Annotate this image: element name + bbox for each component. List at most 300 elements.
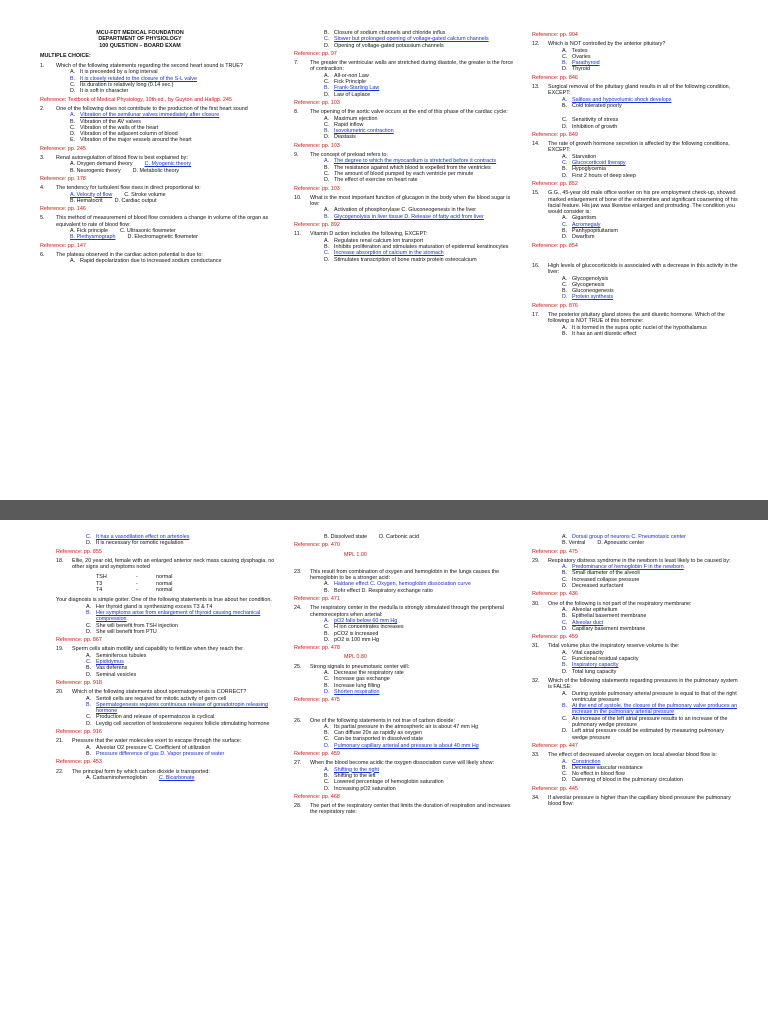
option-letter: A. xyxy=(324,581,330,588)
answer-option-row xyxy=(40,198,278,204)
option-text: D. Electromagnetic flowmeter xyxy=(127,234,198,241)
option-text: It is closely related to the closure of the S-L valve xyxy=(80,75,197,82)
question-stem xyxy=(294,569,516,582)
option-text: Haldane effect C. Oxygen, hemoglobin dissociation curve xyxy=(334,581,471,588)
option-letter: B. xyxy=(562,60,568,67)
reference-note: Reference: pp. 453 xyxy=(56,759,102,766)
spacer xyxy=(532,109,738,117)
answer-option xyxy=(40,258,278,264)
option-text: Total lung capacity xyxy=(572,668,617,675)
answer-option-correct xyxy=(56,610,278,623)
option-letter: D. xyxy=(324,688,330,695)
option-letter: B. xyxy=(324,682,330,689)
option-text: Decreased surfactant xyxy=(572,583,624,590)
option-letter: A. xyxy=(562,47,568,54)
option-text: First 2 hours of deep sleep xyxy=(572,172,636,179)
option-letter: B. xyxy=(562,764,568,771)
answer-option-correct xyxy=(294,214,516,220)
question-number: 21. xyxy=(56,738,64,745)
option-letter: D. xyxy=(562,728,568,735)
option-letter: C. xyxy=(324,36,330,43)
option-text: It is formed in the supra optic nuclei of the hypothalamus xyxy=(572,324,707,331)
option-text: No effect in blood flow xyxy=(572,771,625,778)
option-letter: D. xyxy=(562,668,568,675)
reference-note: Reference: pp. 849 xyxy=(532,131,578,138)
option-letter: C. xyxy=(70,124,76,131)
option-letter: D. xyxy=(324,785,330,792)
question-text: One of the following does not contribute to the production of the first heart sound xyxy=(56,105,248,112)
question-number: 19. xyxy=(56,646,64,653)
option-letter: D. xyxy=(324,177,330,184)
option-text: D. Cardiac output xyxy=(114,197,157,204)
question-text: The plateau observed in the cardiac action potential is due to: xyxy=(56,251,203,258)
option-text: Pressure difference of gas D. Vapor pressure of water xyxy=(96,750,225,757)
option-letter: A. xyxy=(562,275,568,282)
reference-note: Reference: pp. 468 xyxy=(294,793,340,800)
option-text: The resistance against which blood is expelled from the ventricles xyxy=(334,164,491,171)
question-text: The part of the respiratory center that limits the duration of respiration and increases the respiratory rate: xyxy=(310,803,511,816)
option-text: Dwarfism xyxy=(572,234,595,241)
option-letter: C. xyxy=(86,622,92,629)
reference-note: Reference: pp. 475 xyxy=(294,697,340,704)
option-text: B. Dissolved state xyxy=(324,534,368,540)
option-letter: C. xyxy=(86,714,92,721)
option-text: She will benefit from PTU xyxy=(96,628,157,635)
question-text: G.G., 45-year old male office worker on his pre employment check-up, showed marked enlargement of bone of the extremities and significant coarsening of his facial feature. His jaw was likewise enlarged and protruding. The condition you would consider is: xyxy=(548,190,738,216)
option-letter: A. xyxy=(86,744,92,751)
answer-option xyxy=(532,691,738,704)
option-letter: E. xyxy=(70,137,76,144)
option-text: Starvation xyxy=(572,153,597,160)
question-number: 1. xyxy=(40,63,45,70)
question-number: 26. xyxy=(294,717,302,724)
question-text: High levels of glucocorticoids is associated with a decrease in this activity in the liver: xyxy=(548,262,738,276)
option-text: pO2 is 100 mm Hg xyxy=(334,636,379,643)
option-text: Testes xyxy=(572,47,588,54)
question-list xyxy=(40,63,278,264)
spacer xyxy=(294,558,516,566)
question-number: 13. xyxy=(532,84,540,91)
question-text: This result from combination of oxygen and hemoglobin in the lungs causes the hemoglobin to be a stronger acid: xyxy=(310,568,500,582)
option-text: Shorten respiration xyxy=(334,688,380,695)
option-letter: D. xyxy=(324,134,330,141)
option-letter: A. xyxy=(324,207,330,214)
option-text: Protein synthesis xyxy=(572,294,614,301)
option-text: Activation of phosphorylase C. Gluconeogenesis in the liver xyxy=(334,207,477,214)
option-text: C. Ultrasonic flowmeter xyxy=(120,228,176,235)
option-text: pO2 falls below 60 mm Hg xyxy=(334,617,398,624)
option-letter: D. xyxy=(324,91,330,98)
question-number: 16. xyxy=(532,262,540,269)
option-letter: C. xyxy=(324,170,330,177)
option-text: C. Bicarbonate xyxy=(158,774,195,781)
option-text: Law of Laplace xyxy=(334,91,371,98)
option-text: Sensitivity of stress xyxy=(572,117,619,124)
option-letter: B. xyxy=(324,85,330,92)
option-text: Vibration of the major vessels around the heart xyxy=(80,137,192,144)
option-text: Predominance of hemoglobin F in the newborn xyxy=(572,564,684,571)
reference-note: Reference: pp. 445 xyxy=(532,785,578,792)
option-text: Inhibits proliferation and stimulates maturation of epidermal keratinocytes xyxy=(334,243,509,250)
answer-option xyxy=(294,134,516,140)
answer-option-row xyxy=(40,234,278,240)
option-text: Spermatogenesis requires continuous release of gonadotropin releasing hormone xyxy=(96,701,269,715)
option-text: Vibration of the walls of the heart xyxy=(80,124,159,131)
option-letter: C. xyxy=(562,619,568,626)
option-text: Opening of voltage-gated potassium channels xyxy=(334,42,444,49)
answer-option xyxy=(532,669,738,675)
option-text: Epididymus xyxy=(96,659,124,666)
question-stem xyxy=(532,678,738,691)
option-letter: A. xyxy=(562,534,568,540)
lab-value-cell: normal xyxy=(156,574,173,581)
option-letter: A. xyxy=(70,258,76,265)
question-number: 5. xyxy=(40,215,45,222)
option-letter: D. xyxy=(562,172,568,179)
reference-note: Reference: pp. 892 xyxy=(294,222,340,229)
question-text: The opening of the aortic valve occurs at the end of this phase of the cardiac cycle: xyxy=(310,109,508,116)
section-title: MULTIPLE CHOICE: xyxy=(40,52,91,59)
exam-page-2 xyxy=(0,520,768,1024)
option-text: Frank-Starling Law xyxy=(334,85,380,92)
spacer xyxy=(532,252,738,260)
option-letter: A. xyxy=(562,564,568,571)
question-text: The tendency for turbulent flow rises in direct proportional to: xyxy=(56,185,201,192)
option-text: C. Myogenic theory xyxy=(144,161,192,168)
option-letter: A. xyxy=(86,695,92,702)
question-stem xyxy=(532,795,738,808)
question-number: 3. xyxy=(40,155,45,162)
option-text: Inspiratory capacity xyxy=(572,662,619,669)
option-text: Closure of sodium channels and chloride influx xyxy=(334,30,446,36)
question-text: The rate of growth hormone secretion is affected by the following conditions, EXCEPT: xyxy=(548,141,730,154)
option-letter: D. xyxy=(562,625,568,632)
question-number: 32. xyxy=(532,677,540,684)
option-text: Damming of blood in the pulmonary circulation xyxy=(572,777,683,784)
page2-column-3 xyxy=(532,534,738,808)
lab-value-cell: T3 xyxy=(96,580,103,587)
question-number: 24. xyxy=(294,605,302,612)
question-stem xyxy=(532,84,738,97)
reference-note: Reference: pp. 916 xyxy=(56,729,102,736)
reference-note: Reference: pp. 475 xyxy=(532,548,578,555)
option-letter: C. xyxy=(562,771,568,778)
option-letter: D. xyxy=(86,540,92,547)
option-letter: B. xyxy=(324,213,330,220)
option-text: Shifting to the left xyxy=(334,772,376,779)
option-letter: C. xyxy=(562,53,568,60)
lab-value-cell: - xyxy=(136,587,138,594)
answer-option xyxy=(532,331,738,337)
option-text: Increasing pO2 saturation xyxy=(334,785,396,792)
option-text: Dorsal group of neurons C. Pneumotaxic center xyxy=(572,534,686,540)
question-number: 30. xyxy=(532,600,540,607)
option-text: Acromegaly xyxy=(572,221,601,228)
answer-option xyxy=(532,583,738,589)
option-letter: D. xyxy=(562,123,568,130)
option-letter: C. xyxy=(562,221,568,228)
option-text: Sertoli cells are required for mitotic activity of germ cell xyxy=(96,695,227,702)
reference-note: Reference: pp. 470 xyxy=(294,542,340,549)
option-text: The amount of blood pumped by each ventricle per minute xyxy=(334,170,474,177)
option-text: It has a vasodilation effect on arterioles xyxy=(96,534,190,540)
option-text: It is necessary for osmotic regulation xyxy=(96,540,184,547)
reference-note: Reference: pp. 103 xyxy=(294,99,340,106)
question-text: Pressure that the water molecules exert to escape through the surface: xyxy=(72,738,242,745)
question-number: 28. xyxy=(294,803,302,810)
page1-column-1 xyxy=(40,30,278,265)
answer-option xyxy=(294,92,516,98)
option-text: All-or-non Law xyxy=(334,72,369,79)
answer-option xyxy=(56,629,278,635)
option-text: Slower but prolonged opening of voltage-gated calcium channels xyxy=(334,36,489,43)
answer-option xyxy=(532,173,738,179)
answer-option-correct xyxy=(532,294,738,300)
option-text: Increased collapse pressure xyxy=(572,576,640,583)
reference-note: Reference: pp. 471 xyxy=(294,596,340,603)
option-letter: B. xyxy=(562,662,568,669)
answer-option-correct xyxy=(56,751,278,757)
question-text: Which is NOT controlled by the anterior pituitary? xyxy=(548,41,666,48)
option-text: Regulates renal calcium ion transport xyxy=(334,237,423,244)
option-text: It has an anti diuretic effect xyxy=(572,330,637,337)
option-text: Shifting to the right xyxy=(334,766,379,773)
option-text: D. Apneustic center xyxy=(597,540,645,547)
option-letter: A. xyxy=(324,237,330,244)
question-text: Ellie, 20 year old, female with an enlarged anterior neck mass causing dysphagia, no other signs and symptoms noted xyxy=(72,557,275,571)
option-text: It is preceeded by a long interval xyxy=(80,69,158,76)
answer-option xyxy=(532,728,738,741)
option-text: Can be transported in dissolved state xyxy=(334,736,423,743)
question-text: The respiratory center in the medulla is strongly stimulated through the peripheral chemoreceptors when arterial: xyxy=(310,605,504,618)
option-text: Bohr effect D. Respiratory exchange ratio xyxy=(334,587,433,594)
option-text: It is soft in character xyxy=(80,88,129,95)
option-letter: D. xyxy=(86,720,92,727)
option-letter: C. xyxy=(562,656,568,663)
question-number: 14. xyxy=(532,141,540,148)
question-stem xyxy=(532,263,738,276)
answer-option xyxy=(532,124,738,130)
question-text: Which of the following statements regarding the second heart sound is TRUE? xyxy=(56,63,243,70)
answer-option xyxy=(532,234,738,240)
option-text: An increase of the left atrial pressure results to an increase of the pulmonary wedge pressure xyxy=(572,715,728,729)
option-letter: C. xyxy=(324,676,330,683)
answer-option xyxy=(294,43,516,49)
option-letter: B. xyxy=(562,228,568,235)
question-text: If alveolar pressure is higher than the capillary blood pressure the pulmonary blood flow: xyxy=(548,794,731,808)
option-letter: B. xyxy=(562,570,568,577)
option-letter: C. xyxy=(324,121,330,128)
option-text: Leydig cell secretion of testosterone requires follicle stimulating hormone xyxy=(96,720,270,727)
option-letter: D. xyxy=(562,294,568,301)
question-number: 25. xyxy=(294,663,302,670)
reference-note: Reference: pp. 855 xyxy=(56,548,102,555)
question-text: One of the following statements in not true of carbon dioxide: xyxy=(310,717,456,724)
option-letter: B. xyxy=(324,772,330,779)
reference-note: Reference: pp. 846 xyxy=(532,74,578,81)
question-text: What is the most important function of glucagon in the body when the blood sugar is low: xyxy=(310,194,511,208)
option-text: Her symptoms arise from enlargement of thyroid causing mechanical compression xyxy=(96,609,261,623)
answer-option xyxy=(40,88,278,94)
lab-values-row xyxy=(96,587,278,593)
answer-option xyxy=(532,626,738,632)
option-letter: D. xyxy=(70,88,76,95)
option-text: Alveolar epithelium xyxy=(572,606,618,613)
option-text: Maximum ejection xyxy=(334,115,378,122)
reference-note: Reference: pp. 103 xyxy=(294,142,340,149)
option-text: Rapid inflow xyxy=(334,121,364,128)
option-letter: B. xyxy=(324,128,330,135)
option-text: The degree to which the myocardium is stretched before it contracts xyxy=(334,158,497,165)
question-stem xyxy=(294,195,516,208)
document-header xyxy=(40,30,220,49)
reference-note: Reference: pp. 867 xyxy=(56,637,102,644)
option-letter: C. xyxy=(562,715,568,722)
option-letter: C. xyxy=(86,659,92,666)
option-letter: A. xyxy=(324,723,330,730)
answer-option xyxy=(532,103,738,109)
question-paragraph: Your diagnosis is simple goiter. One of the following statements is true about her condition. xyxy=(56,597,272,604)
question-number: 31. xyxy=(532,643,540,650)
question-text: Which of the following statements regarding pressures in the pulmonary system is FALSE: xyxy=(548,677,738,691)
question-number: 27. xyxy=(294,760,302,767)
mpl-note: MPL 1.00 xyxy=(344,551,367,558)
option-text: Ovaries xyxy=(572,53,591,60)
question-text: Which of the following statements about spermatogenesis is CORRECT? xyxy=(72,689,247,696)
option-text: Decrease the respiratory rate xyxy=(334,670,404,677)
option-letter: C. xyxy=(70,82,76,89)
reference-note: Reference: pp. 447 xyxy=(532,742,578,749)
option-text: B. Ventral xyxy=(562,540,586,547)
option-text: D. Carbonic acid xyxy=(379,534,420,540)
option-letter: D. xyxy=(562,66,568,73)
question-number: 18. xyxy=(56,557,64,564)
reference-note: Reference: pp. 103 xyxy=(294,185,340,192)
option-letter: B. xyxy=(562,166,568,173)
answer-option xyxy=(294,177,516,183)
option-text: Her thyroid gland is synthesizing excess T3 & T4 xyxy=(96,603,213,610)
answer-option xyxy=(532,66,738,72)
option-text: Thyroid xyxy=(572,66,590,73)
option-text: Glycogenolysis xyxy=(572,275,609,282)
answer-option-correct xyxy=(532,703,738,716)
answer-option-correct xyxy=(56,702,278,715)
header-line-3: 100 QUESTION – BOARD EXAM xyxy=(99,42,181,49)
answer-option xyxy=(40,137,278,143)
question-text: Renal autoregulation of blood flow is best explained by: xyxy=(56,155,188,162)
question-text: When the blood become acidic the oxygen dissociation curve will likely show: xyxy=(310,760,494,767)
question-text: Respiratory distress syndrome in the newborn is least likely to be caused by: xyxy=(548,557,731,564)
answer-option-row xyxy=(294,534,516,540)
question-number: 11. xyxy=(294,231,302,238)
question-number: 20. xyxy=(56,689,64,696)
option-letter: D. xyxy=(86,628,92,635)
option-letter: A. xyxy=(562,96,568,103)
option-letter: C. xyxy=(562,576,568,583)
question-number: 7. xyxy=(294,60,299,67)
option-text: Gluconeogenesis xyxy=(572,288,614,295)
option-text: Glucocorticoid therapy xyxy=(572,160,626,167)
question-stem xyxy=(532,312,738,325)
option-letter: A. xyxy=(324,158,330,165)
option-letter: A. xyxy=(70,112,76,119)
option-text: Stimulates transcription of bone matrix protein osteocalcium xyxy=(334,256,477,263)
question-number: 8. xyxy=(294,109,299,116)
question-number: 9. xyxy=(294,152,299,159)
option-text: Parathyroid xyxy=(572,60,600,67)
option-letter: B. xyxy=(324,630,330,637)
option-text: Gigantism xyxy=(572,215,597,222)
option-text: Glycogenolysis in liver tissue D. Release of fatty acid from liver xyxy=(334,213,484,220)
option-text: H ion concentrates increases xyxy=(334,624,404,631)
header-line-2: DEPARTMENT OF PHYSIOLOGY xyxy=(98,36,182,43)
lab-value-cell: - xyxy=(136,580,138,587)
answer-option xyxy=(294,588,516,594)
option-letter: C. xyxy=(324,250,330,257)
option-text: D. Metabolic theory xyxy=(132,167,180,174)
header-line-1: MCU-FDT MEDICAL FOUNDATION xyxy=(96,30,184,36)
exam-page-1 xyxy=(0,0,768,500)
question-number: 10. xyxy=(294,194,302,201)
option-letter: B. xyxy=(324,587,330,594)
option-letter: C. xyxy=(86,534,92,540)
option-letter: B. xyxy=(86,750,92,757)
mpl-note: MPL 0.80 xyxy=(344,654,367,661)
option-letter: B. xyxy=(562,330,568,337)
question-text: One of the following is not part of the respiratory membrane: xyxy=(548,600,692,607)
question-text: Surgical removal of the pituitary gland results in all of the following condition, EXCEPT: xyxy=(548,84,731,97)
option-text: Vital capacity xyxy=(572,649,604,656)
question-text: The concept of preload refers to: xyxy=(310,152,388,159)
option-letter: C. xyxy=(324,779,330,786)
option-letter: B. xyxy=(86,665,92,672)
option-letter: A. xyxy=(562,324,568,331)
question-text: The effect of decreased alveolar oxygen on local alveolar blood flow is: xyxy=(548,752,717,759)
option-letter: A. xyxy=(562,215,568,222)
question-number: 17. xyxy=(532,311,540,318)
reference-note: Reference: pp. 876 xyxy=(532,302,578,309)
option-letter: A. xyxy=(562,690,568,697)
reference-note: Reference: pp. 436 xyxy=(532,591,578,598)
question-stem xyxy=(40,215,278,228)
question-text: Strong signals to pneumotaxic center will: xyxy=(310,663,410,670)
option-letter: D. xyxy=(324,42,330,49)
option-text: Its duration is relatively long (0.14 sec.) xyxy=(80,82,174,89)
question-number: 12. xyxy=(532,41,540,48)
reference-note: Reference: pp. 918 xyxy=(56,679,102,686)
option-text: She will benefit from TSH injection xyxy=(96,622,178,629)
answer-option xyxy=(56,540,278,546)
option-letter: B. xyxy=(562,613,568,620)
reference-note: Reference: pp. 459 xyxy=(294,751,340,758)
option-letter: B. xyxy=(70,118,76,125)
lab-value-cell: normal xyxy=(156,580,173,587)
reference-note: Reference: Textbook of Medical Physiology, 10th ed., by Guyton and Hallgp. 245 xyxy=(40,96,232,103)
option-text: Isovolumetric contraction xyxy=(334,128,394,135)
option-text: At the end of systole, the closure of the pulmonary valve produces an increase in the pulmonary arterial pressure xyxy=(572,703,738,716)
option-letter: A. xyxy=(562,153,568,160)
reference-note: Reference: pp. 478 xyxy=(294,645,340,652)
reference-note: Reference: pp. 147 xyxy=(40,242,86,249)
option-text: Capillary basement membrane xyxy=(572,625,646,632)
option-letter: C. xyxy=(324,79,330,86)
option-text: The effect of exercise on heart rate xyxy=(334,177,418,184)
option-text: Vibration of the adjacent column of blood xyxy=(80,131,178,138)
option-text: Increase gas exchange xyxy=(334,676,390,683)
option-letter: D. xyxy=(86,671,92,678)
question-stem xyxy=(294,803,516,816)
option-letter: B. xyxy=(86,609,92,616)
